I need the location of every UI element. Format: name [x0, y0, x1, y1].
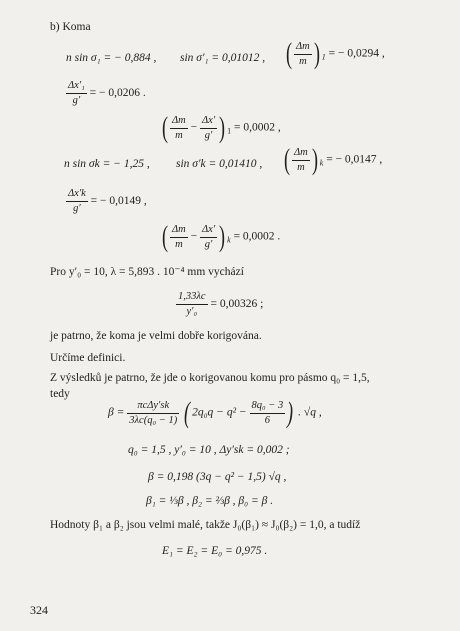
eq8: β = $\frac{\text{πcΔy′sk}}{\text{3λc(q₀ − 1)}}$ ( 2q₀q − q² − $\frac{\text{8q₀ − 3}}{6}$ ) . √q , — [108, 396, 322, 429]
eq4-part-b: sin σ′k = 0,01410 , — [176, 158, 263, 170]
eq4-part-c: ( $\frac{\Delta m}{m}$ ) $_k$ = − 0,0147 , — [284, 143, 383, 176]
eq4-part-a: n sin σk = − 1,25 , — [64, 158, 150, 170]
eq1-value: = − 0,0294 , — [328, 47, 385, 60]
fraction: $\frac{\Delta m}{m}$ — [296, 40, 310, 67]
eq12: E₁ = E₂ = E₀ = 0,975 . — [162, 545, 268, 557]
text-pro: Pro y′₀ = 10, λ = 5,893 . 10⁻⁴ mm vychází — [50, 266, 244, 278]
eq3: ( $\frac{\Delta m}{m}$ − $\frac{\Delta x'}{g'}$ ) $_1$ = 0,0002 , — [162, 111, 281, 144]
eq9: q₀ = 1,5 , y′₀ = 10 , Δy′sk = 0,002 ; — [128, 444, 290, 456]
section-heading: b) Koma — [50, 21, 91, 33]
text-koma: je patrno, že koma je velmi dobře korigována. — [50, 330, 262, 342]
page-number: 324 — [30, 603, 48, 617]
text-hodnoty: Hodnoty β₁ a β₂ jsou velmi malé, takže J₀(β₁) ≈ J₀(β₂) = 1,0, a tudíž — [50, 519, 361, 531]
text-vysledky: Z výsledků je patrno, že jde o korigovanou komu pro pásmo q₀ = 1,5, — [50, 372, 370, 384]
eq7: $\frac{1,33\lambda c}{\text{y′₀}}$ = 0,00326 ; — [178, 291, 264, 317]
eq1-part-c: ( $\frac{\Delta m}{m}$ ) $_1$ = − 0,0294 , — [286, 37, 385, 70]
paren-right: ) — [313, 37, 320, 70]
text-tedy: tedy — [50, 388, 70, 400]
text-definice: Určíme definici. — [50, 352, 126, 364]
eq5: $\frac{\Delta x'k}{g'}$ = − 0,0149 , — [68, 188, 147, 214]
eq2: $\frac{\text{Δx′₁}}{g'}$ = − 0,0206 . — [68, 80, 146, 106]
paren-left: ( — [286, 37, 292, 70]
eq11: β₁ = ⅓β , β₂ = ⅔β , β₀ = β . — [146, 495, 274, 507]
eq10: β = 0,198 (3q − q² − 1,5) √q , — [148, 471, 287, 483]
eq6: ( $\frac{\Delta m}{m}$ − $\frac{\Delta x'}{g'}$ ) $_k$ = 0,0002 . — [162, 220, 281, 253]
eq1-part-b: sin σ′₁ = 0,01012 , — [180, 52, 266, 64]
eq1-part-a: n sin σ₁ = − 0,884 , — [66, 52, 157, 64]
